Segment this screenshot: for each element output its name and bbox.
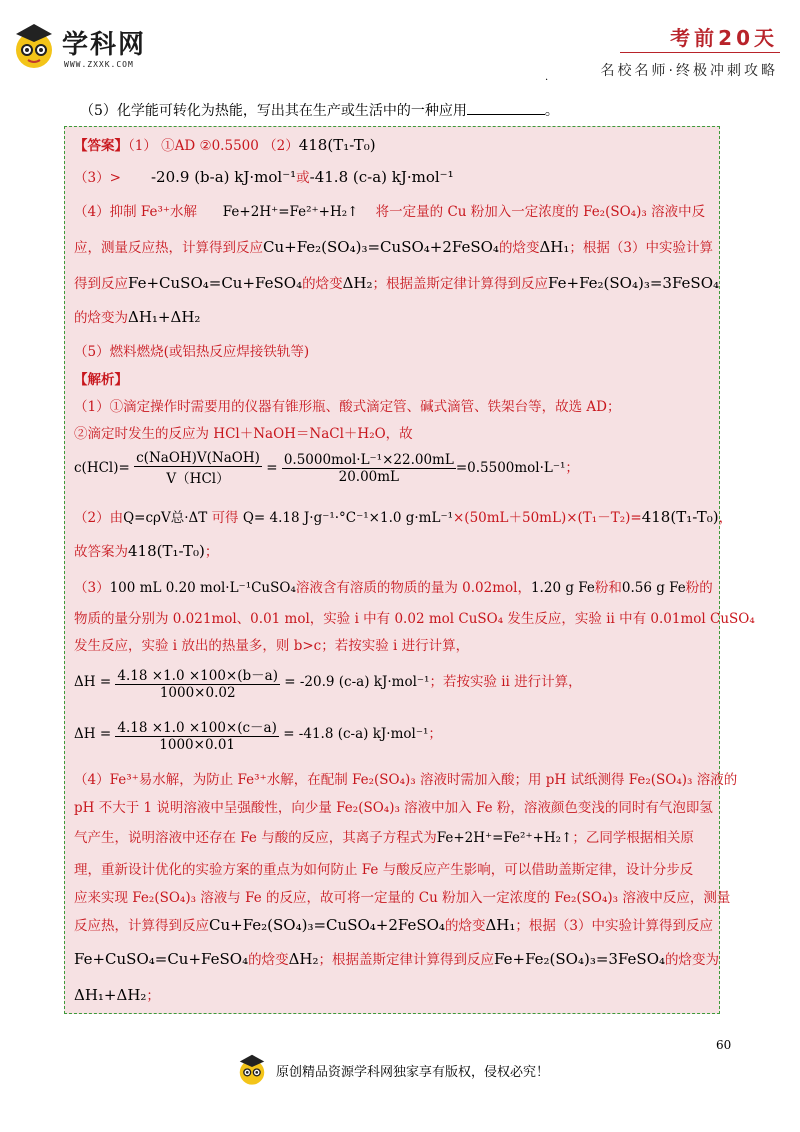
fraction-3: $\frac{4.18 \times 1.0 \times 100\times(b-a)}{1000\times 0.02}$: [115, 664, 280, 701]
analysis-line-2b: （2）由Q=cρV总·ΔT 可得 Q= 4.18 J·g⁻¹·°C⁻¹×1.0 g·mL⁻¹×(50mL＋50mL)×(T₁－T₂)=418(T₁-T₀)，: [74, 508, 733, 526]
analysis-label: 【解析】: [74, 372, 128, 388]
mascot-icon: [12, 20, 56, 70]
analysis-line-4c: 气产生，说明溶液中还存在 Fe 与酸的反应，其离子方程式为Fe+2H⁺=Fe²⁺+H₂↑；乙同学根据相关原: [74, 830, 694, 846]
answer-line-1: 【答案】（1） ①AD ②0.5500 （2）418(T₁-T₀): [74, 136, 376, 154]
formula-c-hcl: c(HCl)= $\frac{\text{c(NaOH)V(NaOH)}}{\text{V（HCl）}}$ = $\frac{\text{0.5000mol·L⁻¹×22.00mL}}{20.00mL}$ =0.5500mol·L⁻¹；: [74, 450, 579, 487]
analysis-line-2c: 故答案为418(T₁-T₀)；: [74, 542, 219, 560]
analysis-line-4f: 反应热，计算得到反应Cu+Fe₂(SO₄)₃=CuSO₄+2FeSO₄的焓变ΔH₁；根据（3）中实验计算得到反应: [74, 916, 713, 934]
analysis-line-1: （1）①滴定操作时需要用的仪器有锥形瓶、酸式滴定管、碱式滴管、铁架台等，故选 AD；: [74, 399, 621, 415]
answer-line-7: （5）燃料燃烧(或铝热反应焊接铁轨等): [74, 344, 310, 360]
brand-url: WWW.ZXXK.COM: [64, 60, 134, 69]
formula-dh-1: ΔH = $\frac{4.18 \times 1.0 \times 100\times(b-a)}{1000\times 0.02}$ = -20.9 (c-a) kJ·mol⁻¹；若按实验 ii 进行计算，: [74, 664, 582, 701]
analysis-line-4e: 应来实现 Fe₂(SO₄)₃ 溶液与 Fe 的反应，故可将一定量的 Cu 粉加入一定浓度的 Fe₂(SO₄)₃ 溶液中反应，测量: [74, 890, 731, 906]
analysis-line-4h: ΔH₁+ΔH₂；: [74, 986, 160, 1004]
fraction-2: $\frac{\text{0.5000mol·L⁻¹×22.00mL}}{20.00mL}$: [283, 452, 454, 485]
fraction-4: $\frac{4.18 \times 1.0 \times 100\times(c-a)}{1000\times 0.01}$: [115, 716, 278, 753]
answer-line-4: 应，测量反应热，计算得到反应Cu+Fe₂(SO₄)₃=CuSO₄+2FeSO₄的焓变ΔH₁；根据（3）中实验计算: [74, 238, 713, 256]
mascot-icon: [236, 1052, 268, 1086]
analysis-line-2: ②滴定时发生的反应为 HCl＋NaOH＝NaCl＋H₂O，故: [74, 426, 413, 442]
page-number: 60: [716, 1038, 732, 1052]
answer-label: 【答案】: [74, 138, 128, 154]
brand-logo: [12, 20, 162, 80]
brand-name: 学科网: [62, 30, 147, 60]
header-dot: .: [545, 72, 549, 83]
question-5: （5）化学能可转化为热能，写出其在生产或生活中的一种应用 。: [80, 103, 559, 119]
analysis-line-4g: Fe+CuSO₄=Cu+FeSO₄的焓变ΔH₂；根据盖斯定律计算得到反应Fe+Fe₂(SO₄)₃=3FeSO₄的焓变为: [74, 950, 720, 968]
analysis-line-3c: 发生反应，实验 i 放出的热量多，则 b>c；若按实验 i 进行计算，: [74, 638, 470, 654]
analysis-line-4a: （4）Fe³⁺易水解，为防止 Fe³⁺水解，在配制 Fe₂(SO₄)₃ 溶液时需加入酸；用 pH 试纸测得 Fe₂(SO₄)₃ 溶液的: [74, 772, 738, 788]
exam-subtitle: 名校名师·终极冲刺攻略: [600, 63, 778, 79]
copyright-notice: 原创精品资源学科网独家享有版权，侵权必究！: [276, 1065, 550, 1080]
answer-line-6: 的焓变为ΔH₁+ΔH₂: [74, 308, 201, 326]
analysis-line-4b: pH 不大于 1 说明溶液中呈强酸性，向少量 Fe₂(SO₄)₃ 溶液中加入 Fe 粉，溶液颜色变浅的同时有气泡即氢: [74, 800, 713, 816]
page-header: [0, 0, 800, 90]
analysis-line-3: （3）100 mL 0.20 mol·L⁻¹CuSO₄溶液含有溶质的物质的量为 0.02mol，1.20 g Fe粉和0.56 g Fe粉的: [74, 580, 713, 596]
answer-line-5: 得到反应Fe+CuSO₄=Cu+FeSO₄的焓变ΔH₂；根据盖斯定律计算得到反应Fe+Fe₂(SO₄)₃=3FeSO₄: [74, 274, 720, 292]
analysis-line-3b: 物质的量分别为 0.021mol、0.01 mol，实验 i 中有 0.02 mol CuSO₄ 发生反应，实验 ii 中有 0.01mol CuSO₄: [74, 611, 755, 627]
exam-tag: 考前20天: [670, 26, 778, 50]
question-text: （5）化学能可转化为热能，写出其在生产或生活中的一种应用: [80, 103, 467, 119]
answer-line-3: （4）抑制 Fe³⁺水解 Fe+2H⁺=Fe²⁺+H₂↑ 将一定量的 Cu 粉加入一定浓度的 Fe₂(SO₄)₃ 溶液中反: [74, 204, 706, 220]
answer-line-2: （3）> -20.9 (b-a) kJ·mol⁻¹或-41.8 (c-a) kJ·mol⁻¹: [74, 168, 454, 186]
analysis-line-4d: 理，重新设计优化的实验方案的重点为如何防止 Fe 与酸反应产生影响，可以借助盖斯定律，设计分步反: [74, 862, 694, 878]
header-divider: [620, 52, 780, 53]
answer-blank: [467, 102, 545, 115]
fraction-1: $\frac{\text{c(NaOH)V(NaOH)}}{\text{V（HCl）}}$: [136, 450, 260, 487]
page-footer: [236, 1052, 636, 1092]
formula-dh-2: ΔH = $\frac{4.18 \times 1.0 \times 100\times(c-a)}{1000\times 0.01}$ = -41.8 (c-a) kJ·mol⁻¹；: [74, 716, 442, 753]
answer-box: [64, 126, 720, 1014]
